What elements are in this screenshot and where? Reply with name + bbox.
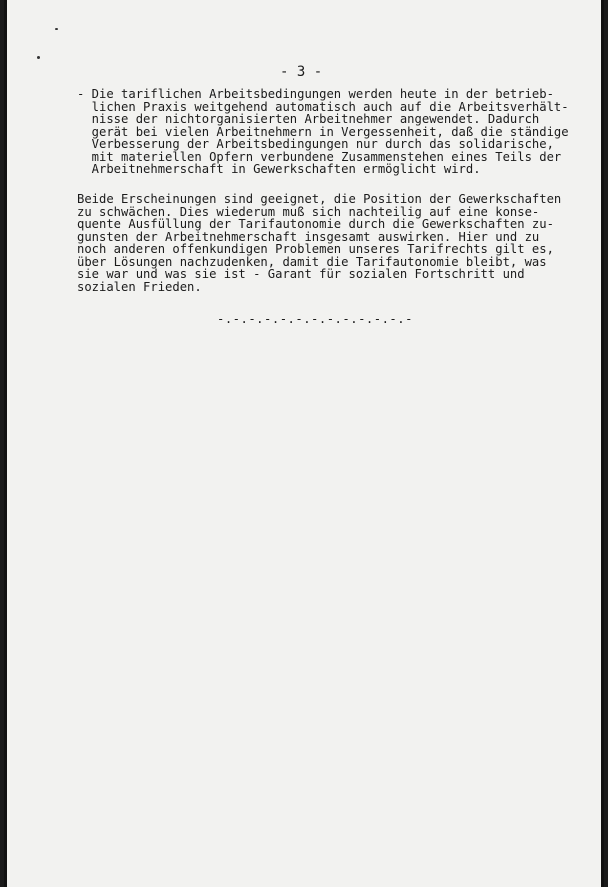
text-line: sozialen Frieden. [77,279,202,294]
scan-speck [55,28,58,30]
section-divider: -.-.-.-.-.-.-.-.-.-.-.-.- [217,312,413,326]
text-line: nisse der nichtorganisierten Arbeitnehmer angewendet. Dadurch [77,112,540,126]
text-line: gunsten der Arbeitnehmerschaft insgesamt auswirken. Hier und zu [77,229,540,244]
text-line: mit materiellen Opfern verbundene Zusammenstehen eines Teils der [77,149,562,164]
document-page [4,0,604,887]
text-line: noch anderen offenkundigen Problemen unseres Tarifrechts gilt es, [77,242,554,256]
text-line: - Die tariflichen Arbeitsbedingungen werden heute in der betrieb- [77,87,554,101]
text-line: zu schwächen. Dies wiederum muß sich nachteilig auf eine konse- [77,204,540,219]
text-line: Beide Erscheinungen sind geeignet, die Position der Gewerkschaften [77,192,562,206]
text-line: lichen Praxis weitgehend automatisch auch auf die Arbeitsverhält- [77,99,569,114]
page-number: - 3 - [280,64,323,80]
text-line: quente Ausfüllung der Tarifautonomie durch die Gewerkschaften zu- [77,217,554,231]
text-line: über Lösungen nachzudenken, damit die Tarifautonomie bleibt, was [77,254,547,269]
paragraph-bullet [77,88,569,176]
text-line: Verbesserung der Arbeitsbedingungen nur durch das solidarische, [77,137,554,151]
text-line: sie war und was sie ist - Garant für sozialen Fortschritt und [77,267,525,281]
text-line: Arbeitnehmerschaft in Gewerkschaften ermöglicht wird. [77,162,481,176]
scan-speck [37,56,40,59]
text-line: gerät bei vielen Arbeitnehmern in Vergessenheit, daß die ständige [77,124,569,139]
paragraph-conclusion [77,193,561,293]
